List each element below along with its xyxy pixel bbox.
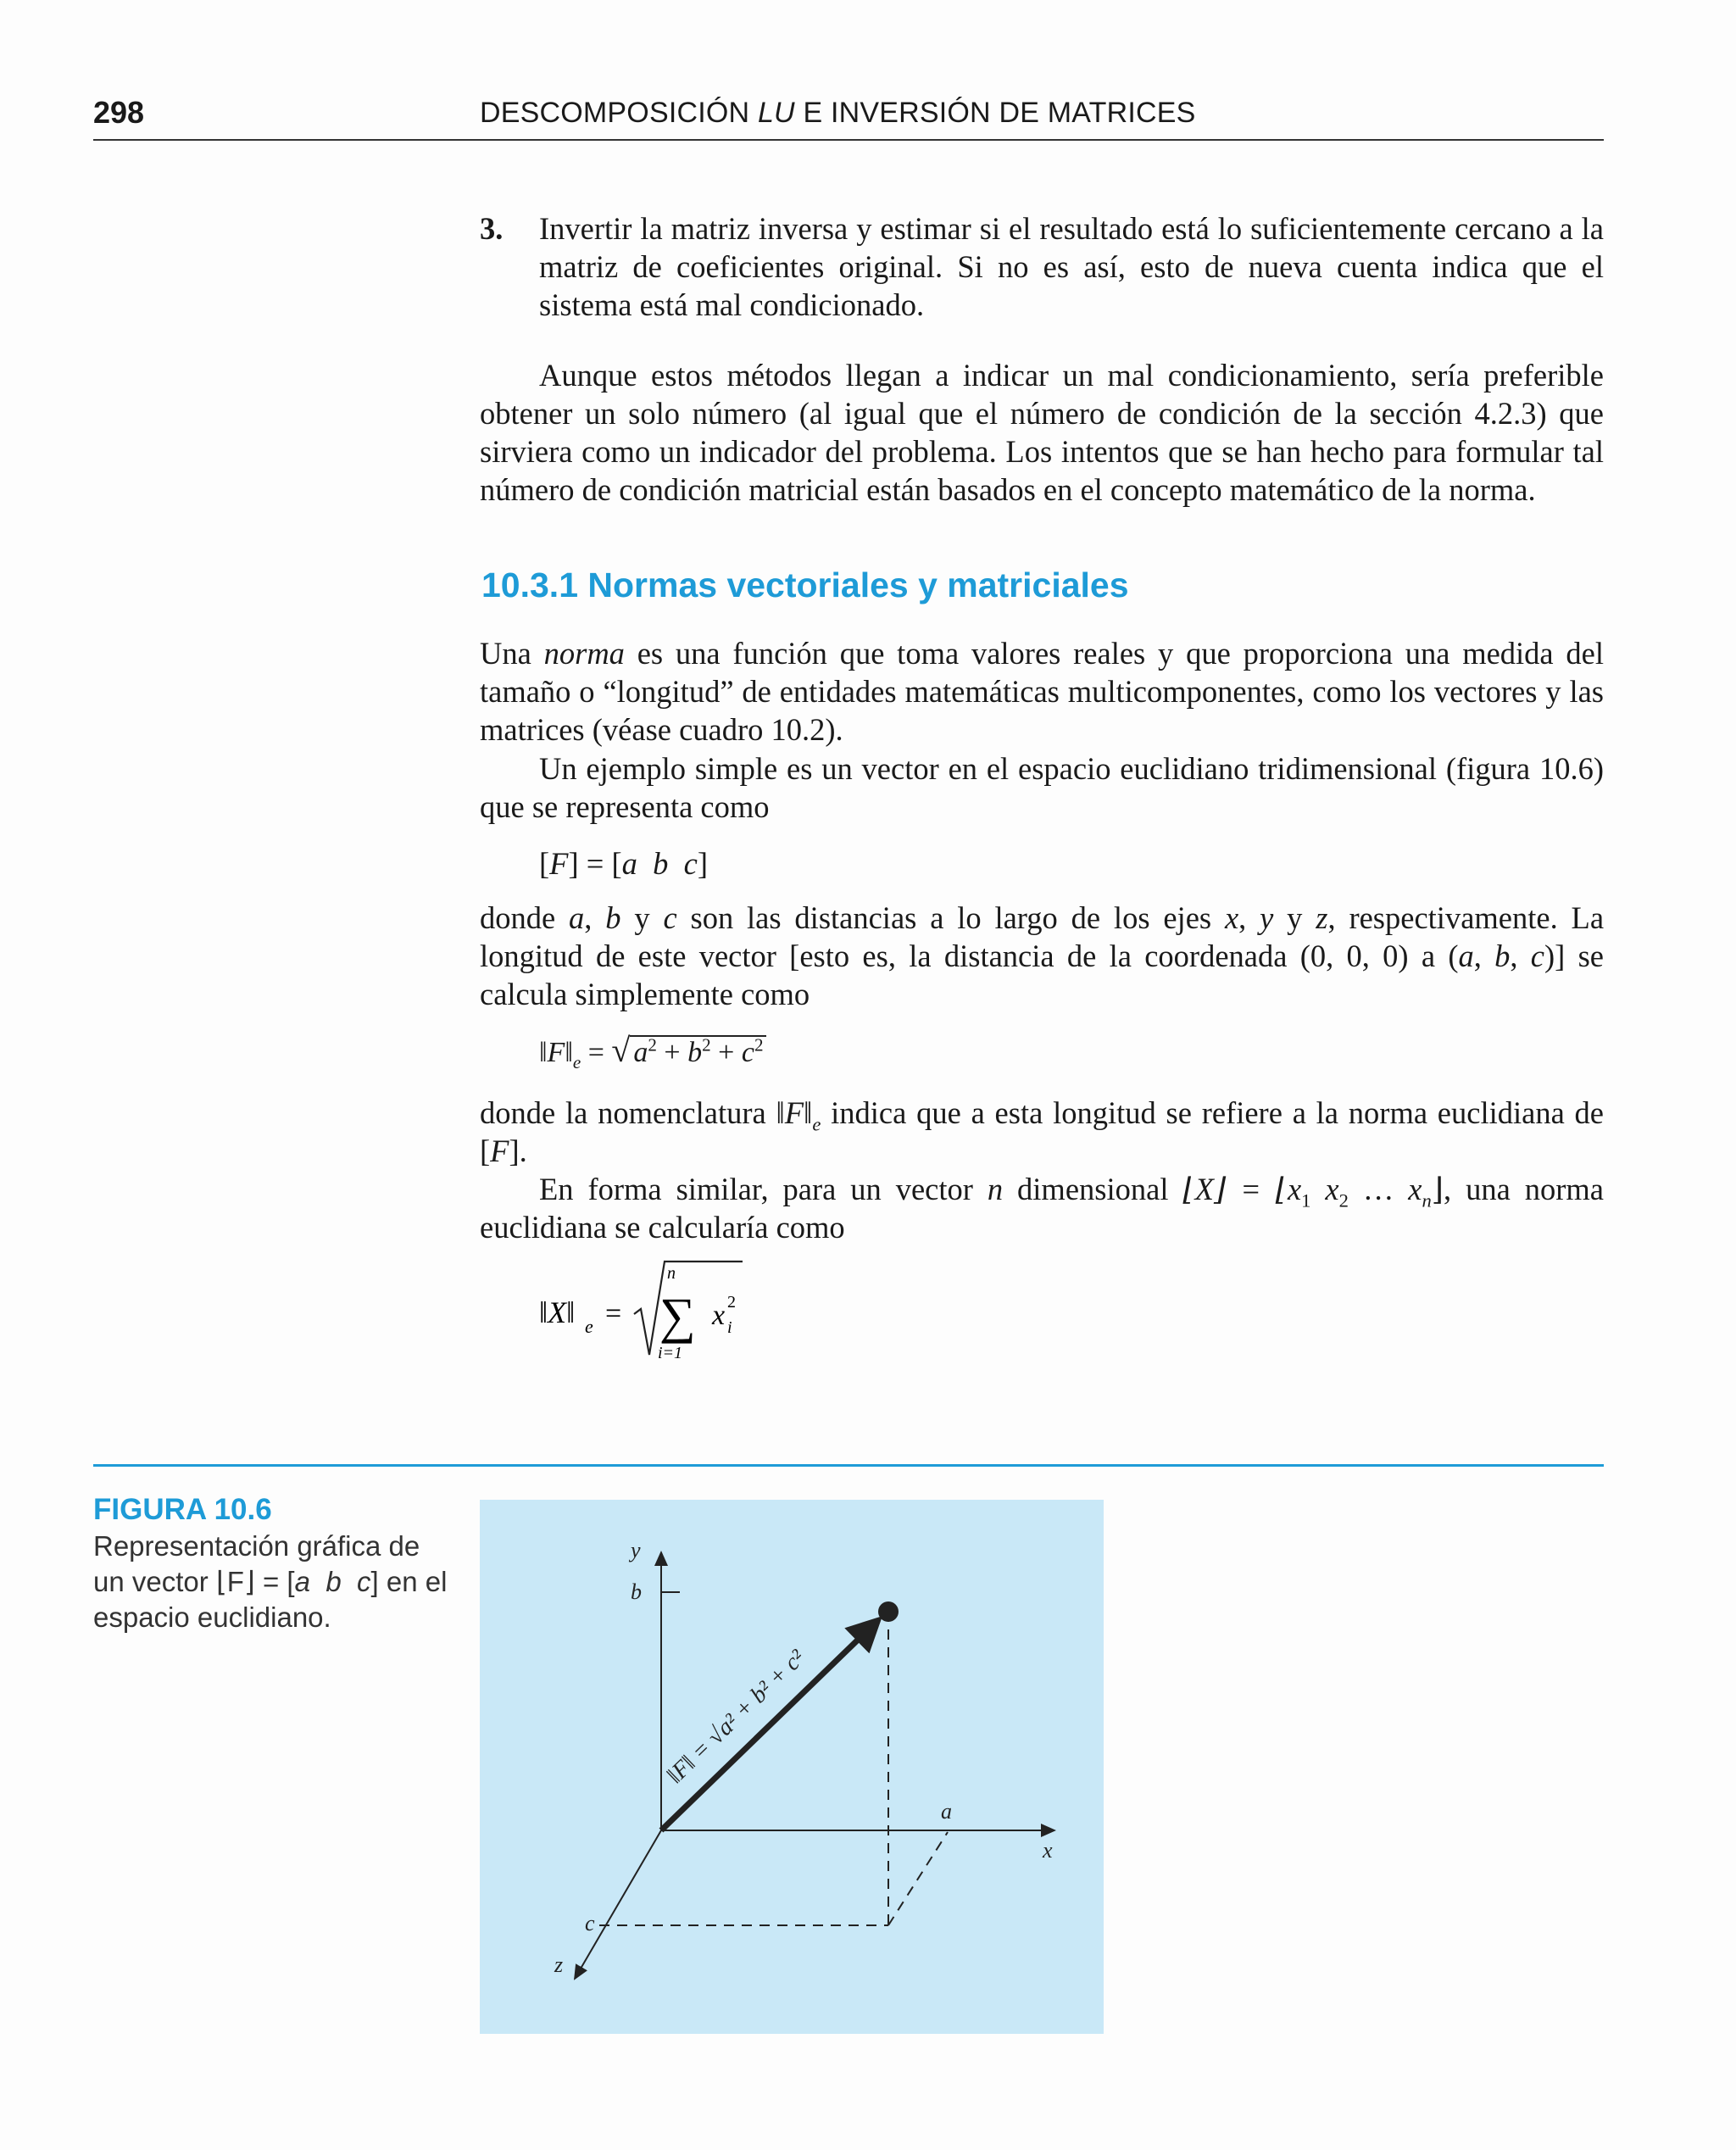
sub: 2	[1338, 1189, 1349, 1211]
paragraph-aunque: Aunque estos métodos llegan a indicar un mal condicionamiento, sería preferible obtener un solo número (al igual que el número de condición de la sección 4.2.3) que sirviera como un indicador del problema. Los intentos que se han hecho para formular tal número de condición matricial están basados en el concepto matemático de la norma.	[480, 358, 1604, 507]
eq-var: F	[549, 846, 569, 881]
text-span: ,	[584, 900, 606, 935]
eq-sub: e	[585, 1316, 593, 1337]
var-f: F	[490, 1133, 509, 1168]
norm-symbol: ‖F‖	[776, 1095, 813, 1130]
var-b: b	[605, 900, 621, 935]
label-x: x	[1043, 1838, 1053, 1863]
list-text: Invertir la matriz inversa y estimar si el resultado está lo suficientemente cercano a la matriz de coeficientes original. Si no es así, esto de nueva cuenta indica que el sistema está mal condicionado.	[539, 211, 1604, 322]
var-n: n	[987, 1172, 1004, 1206]
eq-lhs: ‖F‖	[539, 1037, 573, 1068]
var-y: y	[1260, 900, 1274, 935]
var-a: a	[1458, 939, 1474, 973]
text-span: , respectivamente. La longitud de este vector [esto es, la distancia de la coordenada (0, 0, 0) a (	[480, 900, 1605, 973]
text-span: ,	[1238, 900, 1260, 935]
var-c: c	[741, 1037, 754, 1068]
euclidean-space-diagram	[480, 1500, 1104, 2034]
plus: +	[656, 1037, 688, 1068]
vector-f	[661, 1620, 878, 1830]
text-span: ,	[1510, 939, 1531, 973]
figure-label: FIGURA 10.6	[93, 1493, 272, 1526]
eq-part: ]	[697, 846, 708, 881]
sigma-icon: ∑	[659, 1288, 696, 1344]
sub: n	[1422, 1189, 1432, 1211]
figure-rule	[93, 1464, 1604, 1467]
figure-panel	[480, 1500, 1104, 2034]
text-span: y	[1273, 900, 1316, 935]
eq-sign: =	[605, 1298, 622, 1329]
sum-upper: n	[667, 1264, 676, 1283]
ellipsis: …	[1348, 1172, 1409, 1206]
eq-var: b	[653, 846, 669, 881]
term-norma: norma	[543, 636, 625, 671]
equation-vector-f	[539, 845, 708, 882]
text-span: ].	[509, 1133, 527, 1168]
eq-part: ] = [	[568, 846, 622, 881]
sum-term-sup: 2	[727, 1293, 736, 1312]
figure-caption	[93, 1529, 449, 1635]
text-span: donde	[480, 900, 570, 935]
var-b: b	[1494, 939, 1511, 973]
running-head-rest: E INVERSIÓN DE MATRICES	[794, 97, 1196, 129]
text-span: , una norma euclidiana se calcularía como	[480, 1172, 1604, 1245]
text-span: son las distancias a lo largo de los ejes	[676, 900, 1225, 935]
radicand	[630, 1035, 766, 1068]
caption-text: Representación gráfica de un vector	[93, 1530, 420, 1597]
equation-euclidean-norm	[539, 1030, 766, 1070]
projection-a	[888, 1832, 948, 1925]
list-item-3	[480, 209, 1604, 324]
sub: 1	[1301, 1189, 1311, 1211]
label-z: z	[554, 1952, 564, 1977]
vector-x: ⌊X⌋ = ⌊	[1182, 1172, 1288, 1206]
caption-vector: ⌊F⌋ = [	[215, 1566, 295, 1597]
eq-var: a	[621, 846, 637, 881]
text-span: En forma similar, para un vector	[539, 1172, 988, 1206]
vector-label	[662, 1645, 810, 1789]
text-span: dimensional	[1003, 1172, 1183, 1206]
text-span: donde la nomenclatura	[480, 1095, 776, 1130]
var-a: a	[633, 1037, 648, 1068]
text-span: Una	[480, 636, 544, 671]
eq-part: [	[539, 846, 550, 881]
exp: 2	[648, 1034, 657, 1056]
section-heading: 10.3.1 Normas vectoriales y matriciales	[481, 565, 1129, 604]
label-c: c	[585, 1911, 595, 1936]
text-span: indica que a esta longitud se refiere a la norma euclidiana de [	[480, 1095, 1605, 1168]
text-span: y	[620, 900, 664, 935]
sum-lower: i=1	[658, 1344, 683, 1362]
var-x: x	[1408, 1172, 1422, 1206]
plus: +	[710, 1037, 742, 1068]
vector-endpoint	[878, 1601, 899, 1622]
running-head-lu: LU	[757, 97, 795, 129]
label-b: b	[631, 1579, 642, 1604]
caption-b: b	[326, 1566, 342, 1597]
var-c: c	[1530, 939, 1544, 973]
var-c: c	[663, 900, 677, 935]
z-axis	[575, 1830, 661, 1979]
sum-term: x	[712, 1300, 726, 1331]
eq-var: c	[683, 846, 698, 881]
list-number: 3.	[480, 211, 504, 246]
paragraph-ejemplo: Un ejemplo simple es un vector en el espacio euclidiano tridimensional (figura 10.6) que se representa como	[480, 751, 1604, 824]
label-y: y	[631, 1538, 641, 1562]
paragraph-nomenclatura	[480, 1094, 1604, 1170]
var-x: x	[1287, 1172, 1302, 1206]
header-rule	[93, 139, 1604, 141]
running-head-text: DESCOMPOSICIÓN	[480, 97, 758, 129]
sum-term-sub: i	[727, 1318, 732, 1337]
equation-summation-norm	[539, 1255, 793, 1382]
eq-sign: =	[581, 1037, 612, 1068]
bracket: ⌋	[1431, 1172, 1444, 1206]
eq-sub: e	[572, 1051, 581, 1072]
page-number: 298	[93, 95, 145, 130]
var-b: b	[687, 1037, 703, 1068]
var-z: z	[1316, 900, 1328, 935]
label-a: a	[941, 1799, 952, 1824]
var-a: a	[569, 900, 585, 935]
exp: 2	[702, 1034, 711, 1056]
vector-norm-label: ‖F‖ = √a² + b² + c²	[662, 1645, 810, 1790]
paragraph-forma-similar	[480, 1170, 1604, 1246]
var-x: x	[1310, 1172, 1339, 1206]
exp: 2	[754, 1034, 764, 1056]
paragraph-donde	[480, 899, 1604, 1013]
text-span: )] se calcula simplemente como	[480, 939, 1604, 1011]
sqrt-icon: √	[611, 1031, 631, 1069]
paragraph-norma	[480, 634, 1604, 749]
running-head	[480, 97, 1196, 130]
eq-lhs: ‖X‖	[539, 1295, 576, 1329]
caption-a: a	[294, 1566, 310, 1597]
caption-c: c	[357, 1566, 371, 1597]
var-x: x	[1224, 900, 1239, 935]
norm-sub: e	[812, 1113, 821, 1135]
text-span: es una función que toma valores reales y que proporciona una medida del tamaño o “longitud” de entidades matemáticas multicomponentes, como los vectores y las matrices (véase cuadro 10.2).	[480, 636, 1605, 747]
text-span: ,	[1473, 939, 1495, 973]
caption-text: ] en el espacio euclidiano.	[93, 1566, 448, 1633]
